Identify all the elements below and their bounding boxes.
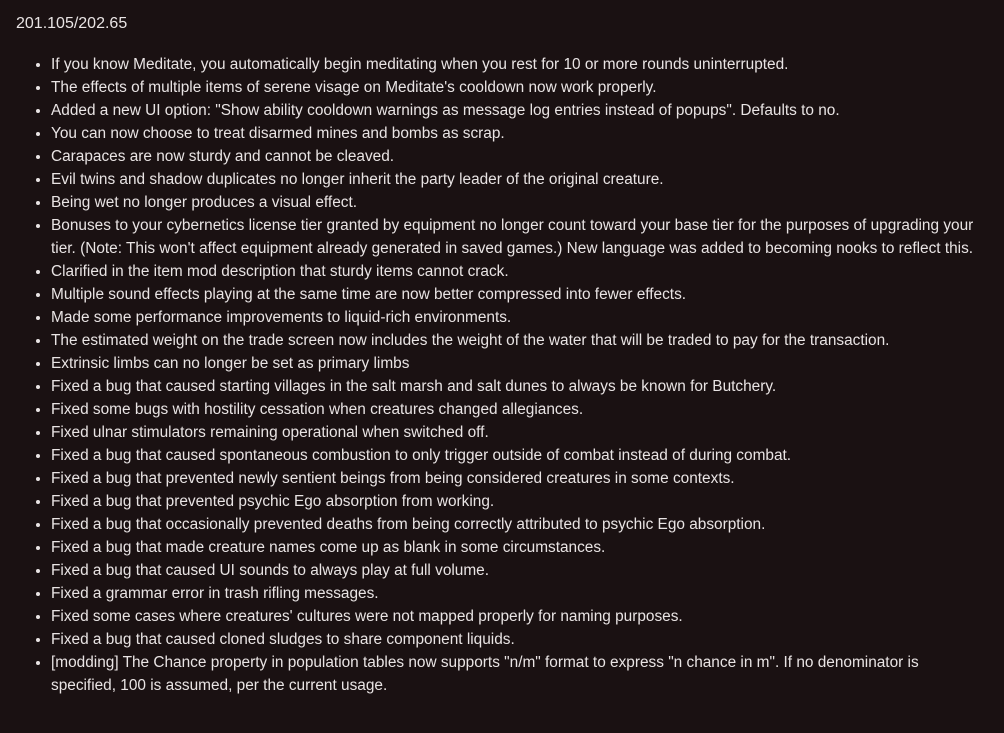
change-list-item: • Made some performance improvements to liquid-rich environments. [51,306,986,329]
change-list-item: • Bonuses to your cybernetics license tier granted by equipment no longer count toward your base tier for the purposes of upgrading your tier. (Note: This won't affect equipment already generated in saved games.) New language was added to becoming nooks to reflect this. [51,214,986,260]
change-list-item: • Fixed a bug that caused starting villages in the salt marsh and salt dunes to always be known for Butchery. [51,375,986,398]
change-list-item: • Fixed a bug that caused UI sounds to always play at full volume. [51,559,986,582]
change-list-item: • Added a new UI option: "Show ability cooldown warnings as message log entries instead of popups". Defaults to no. [51,99,986,122]
change-list-item: • Fixed a bug that prevented newly sentient beings from being considered creatures in some contexts. [51,467,986,490]
change-list-item: • Being wet no longer produces a visual effect. [51,191,986,214]
change-list-item: • Fixed a bug that occasionally prevented deaths from being correctly attributed to psychic Ego absorption. [51,513,986,536]
change-list-item: • Fixed ulnar stimulators remaining operational when switched off. [51,421,986,444]
change-list-item: • Fixed some bugs with hostility cessation when creatures changed allegiances. [51,398,986,421]
change-list-item: • You can now choose to treat disarmed mines and bombs as scrap. [51,122,986,145]
change-list-item: • Carapaces are now sturdy and cannot be cleaved. [51,145,986,168]
change-list-item: • Clarified in the item mod description that sturdy items cannot crack. [51,260,986,283]
change-list-item: • Fixed some cases where creatures' cultures were not mapped properly for naming purposes. [51,605,986,628]
change-list-item: • Evil twins and shadow duplicates no longer inherit the party leader of the original creature. [51,168,986,191]
change-list-item: • [modding] The Chance property in population tables now supports "n/m" format to express "n chance in m". If no denominator is specified, 100 is assumed, per the current usage. [51,651,986,697]
change-list-item: • Fixed a bug that caused cloned sludges to share component liquids. [51,628,986,651]
change-list-item: • Fixed a bug that caused spontaneous combustion to only trigger outside of combat instead of during combat. [51,444,986,467]
change-list-item: • The effects of multiple items of serene visage on Meditate's cooldown now work properly. [51,76,986,99]
version-heading: 201.105/202.65 [16,15,128,32]
change-list [16,53,988,697]
change-list-item: • Multiple sound effects playing at the same time are now better compressed into fewer effects. [51,283,986,306]
change-list-item: • Extrinsic limbs can no longer be set as primary limbs [51,352,986,375]
change-list-item: • Fixed a bug that made creature names come up as blank in some circumstances. [51,536,986,559]
change-list-item: • Fixed a bug that prevented psychic Ego absorption from working. [51,490,986,513]
change-list-item: • If you know Meditate, you automatically begin meditating when you rest for 10 or more rounds uninterrupted. [51,53,986,76]
change-list-item: • Fixed a grammar error in trash rifling messages. [51,582,986,605]
change-list-item: • The estimated weight on the trade screen now includes the weight of the water that will be traded to pay for the transaction. [51,329,986,352]
